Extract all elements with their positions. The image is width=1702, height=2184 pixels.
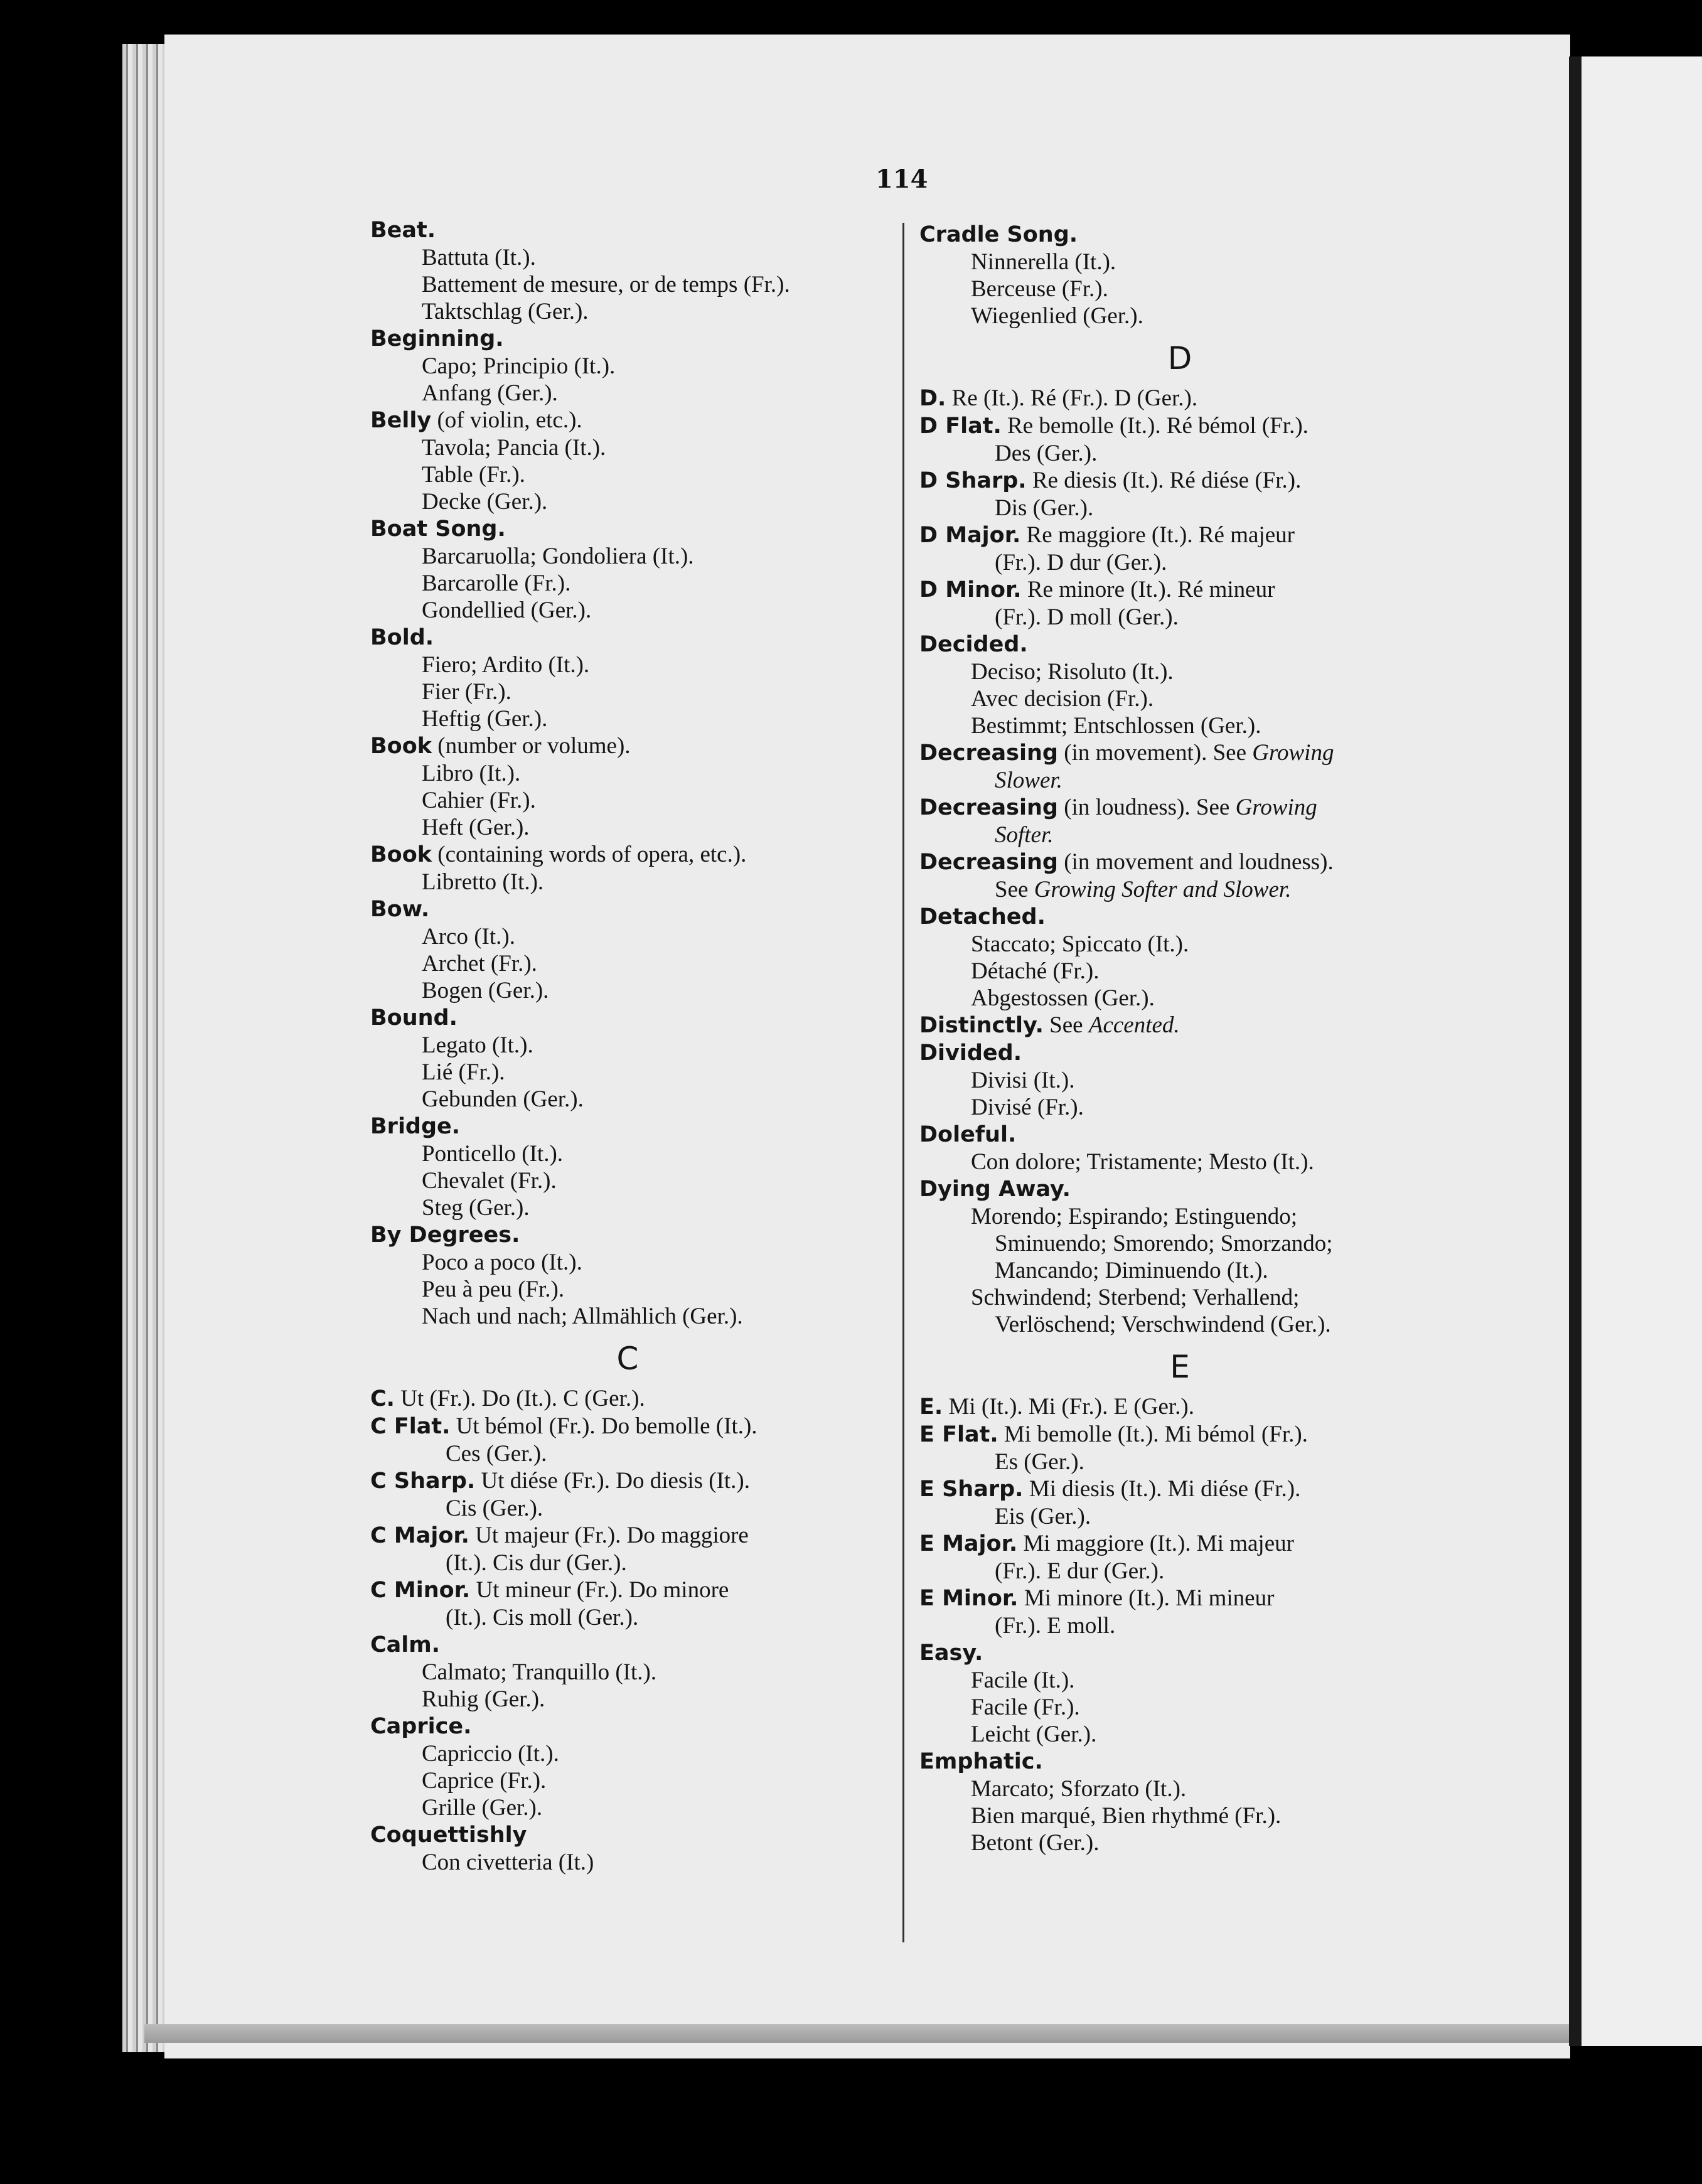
- entry-continuation: Es (Ger.).: [995, 1449, 1084, 1475]
- translation-line: Archet (Fr.).: [422, 951, 537, 977]
- entry-term: C.: [370, 1386, 395, 1411]
- entry-term: E Sharp.: [919, 1477, 1024, 1502]
- translation-line: Morendo; Espirando; Estinguendo;: [971, 1204, 1297, 1229]
- translation-line: Facile (Fr.).: [971, 1694, 1080, 1720]
- book-gutter: [1569, 56, 1583, 2046]
- entry-headline: [919, 412, 1440, 440]
- entry-headline: [370, 732, 885, 760]
- entry-headline: [370, 1576, 885, 1604]
- entry-headline: [370, 624, 885, 651]
- entry-term: D Sharp.: [919, 468, 1027, 493]
- entry-continuation: Dis (Ger.).: [995, 495, 1094, 521]
- glossary-entry: [919, 903, 1440, 1012]
- translation-line: Con dolore; Tristamente; Mesto (It.).: [971, 1149, 1314, 1175]
- entry-term: Bow.: [370, 897, 430, 922]
- translation-line: Tavola; Pancia (It.).: [422, 435, 606, 461]
- translation-line: Libro (It.).: [422, 761, 521, 786]
- entry-headline: [370, 1522, 885, 1550]
- glossary-entry: [919, 1012, 1440, 1039]
- entry-headline: [919, 1639, 1440, 1667]
- glossary-entry: [370, 407, 885, 515]
- entry-headline: [919, 522, 1440, 549]
- entry-term: D Major.: [919, 523, 1021, 548]
- translation-line: Facile (It.).: [971, 1667, 1075, 1693]
- left-column: [370, 217, 885, 1876]
- translation-line: Marcato; Sforzato (It.).: [971, 1776, 1187, 1802]
- translation-line: Staccato; Spiccato (It.).: [971, 931, 1189, 957]
- translation-line: Arco (It.).: [422, 924, 515, 950]
- translation-line: Barcaruolla; Gondoliera (It.).: [422, 543, 694, 569]
- translation-line: Ponticello (It.).: [422, 1141, 564, 1167]
- entry-term: Emphatic.: [919, 1749, 1043, 1774]
- page-number: 114: [875, 164, 928, 194]
- glossary-entry: [370, 1004, 885, 1113]
- entry-headline: [919, 221, 1440, 249]
- glossary-entry: [370, 732, 885, 841]
- entry-headline: [919, 1393, 1440, 1421]
- translation-line: Ruhig (Ger.).: [422, 1686, 545, 1712]
- glossary-entry: [919, 1475, 1440, 1530]
- entry-continuation: (Fr.). E moll.: [995, 1613, 1116, 1639]
- entry-term: C Flat.: [370, 1414, 451, 1439]
- entry-term: Caprice.: [370, 1714, 472, 1739]
- translation-line: Taktschlag (Ger.).: [422, 299, 589, 324]
- glossary-entry: [370, 896, 885, 1004]
- translation-line: Heftig (Ger.).: [422, 706, 548, 732]
- see-reference: Softer.: [995, 822, 1054, 848]
- translation-line: Heft (Ger.).: [422, 815, 530, 840]
- page-edge-shadow: [144, 2024, 1582, 2043]
- glossary-entry: [919, 1421, 1440, 1475]
- section-letter: C: [616, 1341, 639, 1377]
- entry-inline-text: Mi minore (It.). Mi mineur: [1018, 1585, 1275, 1611]
- entry-headline: [370, 407, 885, 434]
- entry-headline: [919, 1175, 1440, 1203]
- glossary-entry: [370, 1821, 885, 1876]
- translation-line: Libretto (It.).: [422, 869, 544, 895]
- translation-line: Détaché (Fr.).: [971, 958, 1100, 984]
- entry-term: Detached.: [919, 904, 1046, 929]
- entry-term: Bound.: [370, 1005, 458, 1030]
- entry-term: Beginning.: [370, 326, 504, 351]
- entry-term: E Flat.: [919, 1422, 998, 1447]
- entry-headline: [919, 631, 1440, 658]
- glossary-entry: [370, 1385, 885, 1413]
- entry-inline-text: Ut majeur (Fr.). Do maggiore: [469, 1523, 749, 1548]
- glossary-entry: [370, 841, 885, 896]
- entry-term: Easy.: [919, 1641, 983, 1666]
- entry-term: Doleful.: [919, 1122, 1017, 1147]
- entry-inline-text: Re maggiore (It.). Ré majeur: [1020, 522, 1295, 548]
- glossary-entry: [370, 1713, 885, 1821]
- entry-headline: [919, 1748, 1440, 1775]
- entry-inline-text: Re bemolle (It.). Ré bémol (Fr.).: [1001, 413, 1309, 439]
- entry-headline: [919, 1585, 1440, 1612]
- translation-line: Fiero; Ardito (It.).: [422, 652, 590, 678]
- entry-term: E.: [919, 1394, 943, 1420]
- translation-line: Fier (Fr.).: [422, 679, 511, 705]
- entry-inline-text: Mi maggiore (It.). Mi majeur: [1017, 1531, 1294, 1556]
- entry-inline-text: (in movement and loudness).: [1057, 849, 1334, 875]
- glossary-entry: [370, 624, 885, 732]
- entry-term: D.: [919, 386, 946, 411]
- page-stack-edge: [122, 44, 166, 2052]
- translation-line: Steg (Ger.).: [422, 1195, 530, 1221]
- glossary-entry: [370, 1631, 885, 1713]
- entry-headline: [919, 467, 1440, 495]
- see-reference: Growing Softer and Slower.: [1034, 877, 1292, 902]
- glossary-entry: [370, 515, 885, 624]
- entry-continuation: Verlöschend; Verschwindend (Ger.).: [995, 1312, 1331, 1337]
- glossary-entry: [919, 794, 1440, 848]
- entry-term: Book: [370, 734, 432, 759]
- translation-line: Divisi (It.).: [971, 1068, 1075, 1093]
- translation-line: Battement de mesure, or de temps (Fr.).: [422, 272, 790, 297]
- entry-inline-text: Mi (It.). Mi (Fr.). E (Ger.).: [943, 1394, 1194, 1420]
- translation-line: Gebunden (Ger.).: [422, 1086, 584, 1112]
- translation-line: Legato (It.).: [422, 1032, 533, 1058]
- entry-headline: [919, 739, 1440, 767]
- translation-line: Capriccio (It.).: [422, 1741, 559, 1767]
- entry-inline-text: Ut mineur (Fr.). Do minore: [470, 1577, 729, 1603]
- entry-term: E Minor.: [919, 1586, 1019, 1611]
- entry-term: E Major.: [919, 1531, 1018, 1556]
- translation-line: Table (Fr.).: [422, 462, 525, 488]
- glossary-entry: [919, 412, 1440, 467]
- translation-line: Bien marqué, Bien rhythmé (Fr.).: [971, 1803, 1282, 1829]
- entry-headline: [919, 385, 1440, 412]
- entry-term: Decided.: [919, 632, 1028, 657]
- glossary-entry: [919, 1639, 1440, 1748]
- glossary-entry: [919, 1121, 1440, 1175]
- translation-line: Abgestossen (Ger.).: [971, 985, 1155, 1011]
- entry-term: Beat.: [370, 218, 436, 243]
- entry-inline-text: Re diesis (It.). Ré diése (Fr.).: [1026, 468, 1302, 493]
- glossary-entry: [919, 848, 1440, 903]
- entry-inline-text: Ut (Fr.). Do (It.). C (Ger.).: [394, 1386, 645, 1411]
- translation-line: Cahier (Fr.).: [422, 788, 536, 813]
- entry-headline: [370, 1385, 885, 1413]
- glossary-entry: [370, 1221, 885, 1330]
- glossary-entry: [370, 1113, 885, 1221]
- see-label: See: [995, 877, 1034, 902]
- entry-continuation: Mancando; Diminuendo (It.).: [995, 1258, 1268, 1283]
- entry-inline-text: (in loudness). See: [1057, 795, 1236, 820]
- see-reference: Growing: [1252, 740, 1334, 766]
- entry-continuation: Sminuendo; Smorendo; Smorzando;: [995, 1231, 1333, 1256]
- entry-headline: [370, 217, 885, 244]
- translation-line: Wiegenlied (Ger.).: [971, 303, 1143, 329]
- entry-term: Decreasing: [919, 795, 1058, 820]
- translation-line: Barcarolle (Fr.).: [422, 570, 571, 596]
- glossary-entry: [919, 1748, 1440, 1856]
- entry-continuation: Ces (Ger.).: [446, 1441, 547, 1467]
- entry-headline: [370, 325, 885, 353]
- translation-line: Deciso; Risoluto (It.).: [971, 659, 1174, 685]
- glossary-entry: [919, 1530, 1440, 1585]
- entry-headline: [370, 1821, 885, 1849]
- glossary-entry: [919, 1393, 1440, 1421]
- glossary-entry: [919, 1175, 1440, 1338]
- translation-line: Berceuse (Fr.).: [971, 276, 1108, 302]
- translation-line: Peu à peu (Fr.).: [422, 1277, 565, 1302]
- entry-continuation: (Fr.). D moll (Ger.).: [995, 604, 1179, 630]
- translation-line: Betont (Ger.).: [971, 1830, 1100, 1856]
- translation-line: Grille (Ger.).: [422, 1795, 543, 1821]
- entry-headline: [370, 1467, 885, 1495]
- translation-line: Chevalet (Fr.).: [422, 1168, 557, 1194]
- entry-continuation: Des (Ger.).: [995, 441, 1098, 466]
- glossary-entry: [919, 467, 1440, 522]
- entry-headline: [370, 1221, 885, 1249]
- entry-term: Bridge.: [370, 1114, 461, 1139]
- entry-inline-text: Mi diesis (It.). Mi diése (Fr.).: [1023, 1476, 1301, 1502]
- glossary-entry: [370, 1467, 885, 1522]
- translation-line: Anfang (Ger.).: [422, 380, 558, 406]
- entry-continuation: Cis (Ger.).: [446, 1496, 543, 1521]
- entry-term: Coquettishly: [370, 1823, 527, 1848]
- entry-headline: [370, 1413, 885, 1440]
- entry-inline-text: (number or volume).: [432, 733, 631, 759]
- glossary-entry: [370, 217, 885, 325]
- entry-headline: [370, 515, 885, 543]
- entry-continuation: [919, 876, 1440, 903]
- translation-line: Bestimmt; Entschlossen (Ger.).: [971, 713, 1261, 739]
- entry-inline-text: Ut bémol (Fr.). Do bemolle (It.).: [450, 1413, 757, 1439]
- entry-headline: [919, 1530, 1440, 1558]
- glossary-entry: [919, 385, 1440, 412]
- translation-line: Avec decision (Fr.).: [971, 686, 1154, 712]
- entry-continuation: (It.). Cis dur (Ger.).: [446, 1550, 627, 1576]
- glossary-entry: [370, 1413, 885, 1467]
- translation-line: Ninnerella (It.).: [971, 249, 1116, 275]
- entry-headline: [919, 903, 1440, 931]
- glossary-entry: [370, 1522, 885, 1576]
- entry-headline: [370, 1713, 885, 1740]
- entry-headline: [919, 794, 1440, 822]
- entry-inline-text: Re (It.). Ré (Fr.). D (Ger.).: [946, 385, 1198, 411]
- translation-line: Divisé (Fr.).: [971, 1095, 1084, 1120]
- entry-term: Boat Song.: [370, 517, 506, 542]
- see-reference: Accented.: [1088, 1012, 1180, 1038]
- entry-term: D Minor.: [919, 577, 1022, 602]
- entry-term: C Minor.: [370, 1578, 471, 1603]
- translation-line: Decke (Ger.).: [422, 489, 548, 515]
- entry-term: Cradle Song.: [919, 222, 1078, 247]
- entry-term: Dying Away.: [919, 1177, 1071, 1202]
- glossary-entry: [370, 1576, 885, 1631]
- entry-headline: [919, 848, 1440, 876]
- entry-headline: [370, 1631, 885, 1659]
- entry-continuation: (Fr.). E dur (Ger.).: [995, 1558, 1165, 1584]
- entry-continuation: (It.). Cis moll (Ger.).: [446, 1605, 639, 1630]
- entry-inline-text: See: [1043, 1012, 1089, 1038]
- glossary-entry: [919, 522, 1440, 576]
- translation-line: Capo; Principio (It.).: [422, 353, 616, 379]
- entry-term: Divided.: [919, 1041, 1022, 1066]
- translation-line: Gondellied (Ger.).: [422, 597, 592, 623]
- entry-headline: [919, 1012, 1440, 1039]
- entry-headline: [919, 1421, 1440, 1448]
- facing-page-edge: [1582, 56, 1702, 2046]
- translation-line: Schwindend; Sterbend; Verhallend;: [971, 1285, 1300, 1310]
- entry-headline: [919, 1039, 1440, 1067]
- translation-line: Con civetteria (It.): [422, 1849, 594, 1875]
- entry-term: Distinctly.: [919, 1013, 1044, 1038]
- see-reference: Growing: [1235, 795, 1317, 820]
- glossary-entry: [919, 576, 1440, 631]
- entry-term: Decreasing: [919, 741, 1058, 766]
- translation-line: Nach und nach; Allmählich (Ger.).: [422, 1303, 743, 1329]
- translation-line: Caprice (Fr.).: [422, 1768, 547, 1794]
- entry-inline-text: (in movement). See: [1057, 740, 1253, 766]
- entry-inline-text: Ut diése (Fr.). Do diesis (It.).: [475, 1468, 751, 1494]
- entry-continuation: Eis (Ger.).: [995, 1504, 1091, 1529]
- translation-line: Battuta (It.).: [422, 245, 536, 270]
- entry-term: C Major.: [370, 1523, 469, 1548]
- section-letter: D: [1167, 340, 1192, 377]
- entry-inline-text: Mi bemolle (It.). Mi bémol (Fr.).: [998, 1421, 1308, 1447]
- glossary-entry: [919, 221, 1440, 329]
- entry-term: Decreasing: [919, 850, 1058, 875]
- glossary-entry: [370, 325, 885, 407]
- entry-inline-text: (of violin, etc.).: [431, 407, 582, 433]
- entry-headline: [370, 841, 885, 869]
- entry-headline: [919, 1121, 1440, 1148]
- glossary-entry: [919, 739, 1440, 794]
- entry-term: Belly: [370, 408, 432, 433]
- translation-line: Poco a poco (It.).: [422, 1250, 582, 1275]
- translation-line: Calmato; Tranquillo (It.).: [422, 1659, 657, 1685]
- entry-term: Bold.: [370, 625, 434, 650]
- translation-line: Leicht (Ger.).: [971, 1721, 1097, 1747]
- entry-continuation: (Fr.). D dur (Ger.).: [995, 550, 1167, 575]
- entry-headline: [370, 1113, 885, 1140]
- entry-inline-text: (containing words of opera, etc.).: [432, 842, 747, 867]
- entry-term: By Degrees.: [370, 1223, 520, 1248]
- translation-line: Bogen (Ger.).: [422, 978, 549, 1004]
- glossary-entry: [919, 1039, 1440, 1121]
- entry-term: D Flat.: [919, 414, 1002, 439]
- entry-term: C Sharp.: [370, 1469, 476, 1494]
- entry-term: Book: [370, 842, 432, 867]
- entry-headline: [919, 576, 1440, 604]
- entry-headline: [370, 896, 885, 923]
- entry-headline: [370, 1004, 885, 1032]
- glossary-entry: [919, 1585, 1440, 1639]
- entry-inline-text: Re minore (It.). Ré mineur: [1021, 577, 1275, 602]
- entry-term: Calm.: [370, 1632, 441, 1657]
- glossary-entry: [919, 631, 1440, 739]
- translation-line: Lié (Fr.).: [422, 1059, 505, 1085]
- section-letter: E: [1170, 1349, 1190, 1385]
- right-column: [919, 221, 1440, 1856]
- entry-headline: [919, 1475, 1440, 1503]
- see-reference: Slower.: [995, 768, 1062, 793]
- column-divider: [902, 223, 904, 1942]
